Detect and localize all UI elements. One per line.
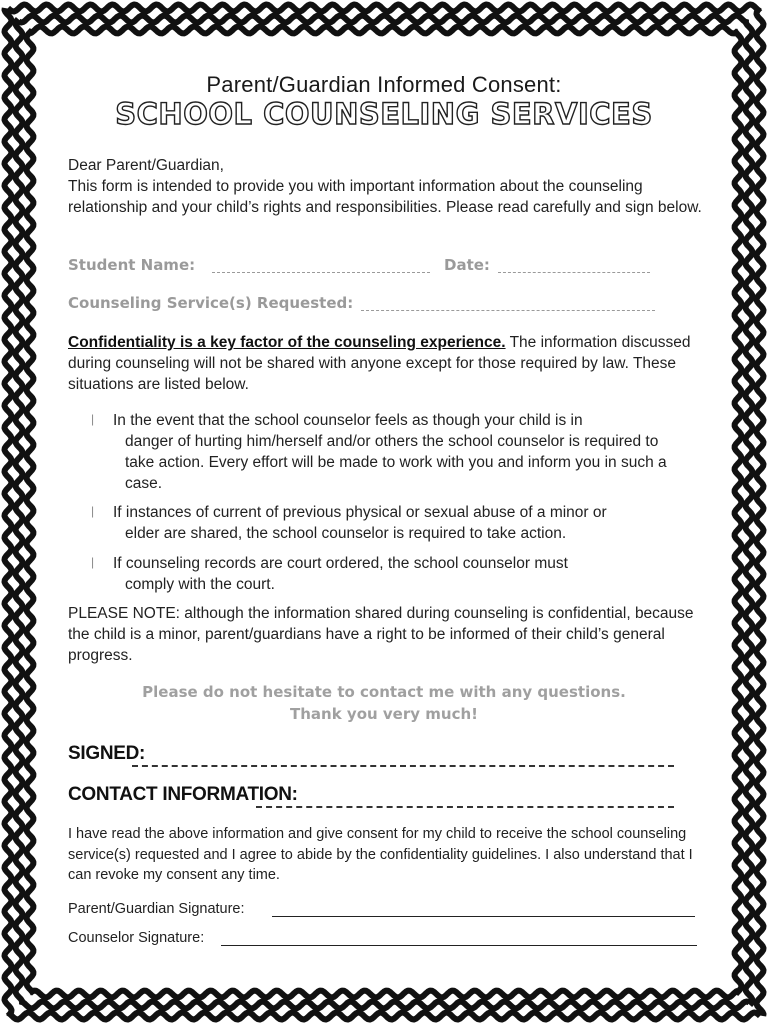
list-item-first-line: If counseling records are court ordered, the school counselor must <box>113 555 568 572</box>
consent-paragraph: I have read the above information and give consent for my child to receive the school counseling service(s) requested and I agree to abide by the confidentiality guidelines. I also understand that I can revoke my consent any time. <box>68 826 693 883</box>
signed-line[interactable] <box>132 765 674 767</box>
list-item <box>113 553 673 595</box>
student-name-line[interactable] <box>212 272 430 273</box>
contact-info-line[interactable] <box>256 806 674 808</box>
contact-info-label: CONTACT INFORMATION: <box>68 784 298 805</box>
student-name-label: Student Name: <box>68 256 196 274</box>
service-line[interactable] <box>361 310 655 311</box>
please-note-paragraph: PLEASE NOTE: although the information shared during counseling is confidential, because the child is a minor, parent/guardians have a right to be informed of their child’s general progress. <box>68 605 694 664</box>
closing-line-2: Thank you very much! <box>290 705 478 723</box>
counselor-signature-label: Counselor Signature: <box>68 930 205 946</box>
closing-line-1: Please do not hesitate to contact me with any questions. <box>142 683 626 701</box>
list-item-first-line: If instances of current of previous physical or sexual abuse of a minor or <box>113 504 607 521</box>
list-item-continued: elder are shared, the school counselor is required to take action. <box>125 525 567 542</box>
date-label: Date: <box>444 256 490 274</box>
list-item-continued: comply with the court. <box>125 576 275 593</box>
bullet-icon: | <box>91 555 95 569</box>
form-title: SCHOOL COUNSELING SERVICES <box>115 97 653 131</box>
intro-paragraph: This form is intended to provide you with important information about the counseling relationship and your child’s rights and responsibilities. Please read carefully and sign below. <box>68 178 702 216</box>
counselor-signature-line[interactable] <box>221 945 697 946</box>
greeting: Dear Parent/Guardian, <box>68 157 224 174</box>
list-item-continued: danger of hurting him/herself and/or others the school counselor is required to take action. Every effort will be made to work with you and inform you in such a case. <box>125 433 667 492</box>
list-item <box>113 502 673 544</box>
confidentiality-lead: Confidentiality is a key factor of the counseling experience. <box>68 334 506 351</box>
bullet-icon: | <box>91 412 95 426</box>
form-subtitle: Parent/Guardian Informed Consent: <box>206 72 562 97</box>
signed-label: SIGNED: <box>68 743 146 764</box>
date-line[interactable] <box>498 272 650 273</box>
list-item <box>113 410 673 494</box>
bullet-icon: | <box>91 504 95 518</box>
confidentiality-paragraph <box>68 332 708 395</box>
parent-signature-line[interactable] <box>272 916 695 917</box>
service-label: Counseling Service(s) Requested: <box>68 294 354 312</box>
list-item-first-line: In the event that the school counselor feels as though your child is in <box>113 412 583 429</box>
parent-signature-label: Parent/Guardian Signature: <box>68 901 245 917</box>
confidentiality-rest: The information discussed during counseling will not be shared with anyone except for those required by law. These situations are listed below. <box>68 334 691 393</box>
